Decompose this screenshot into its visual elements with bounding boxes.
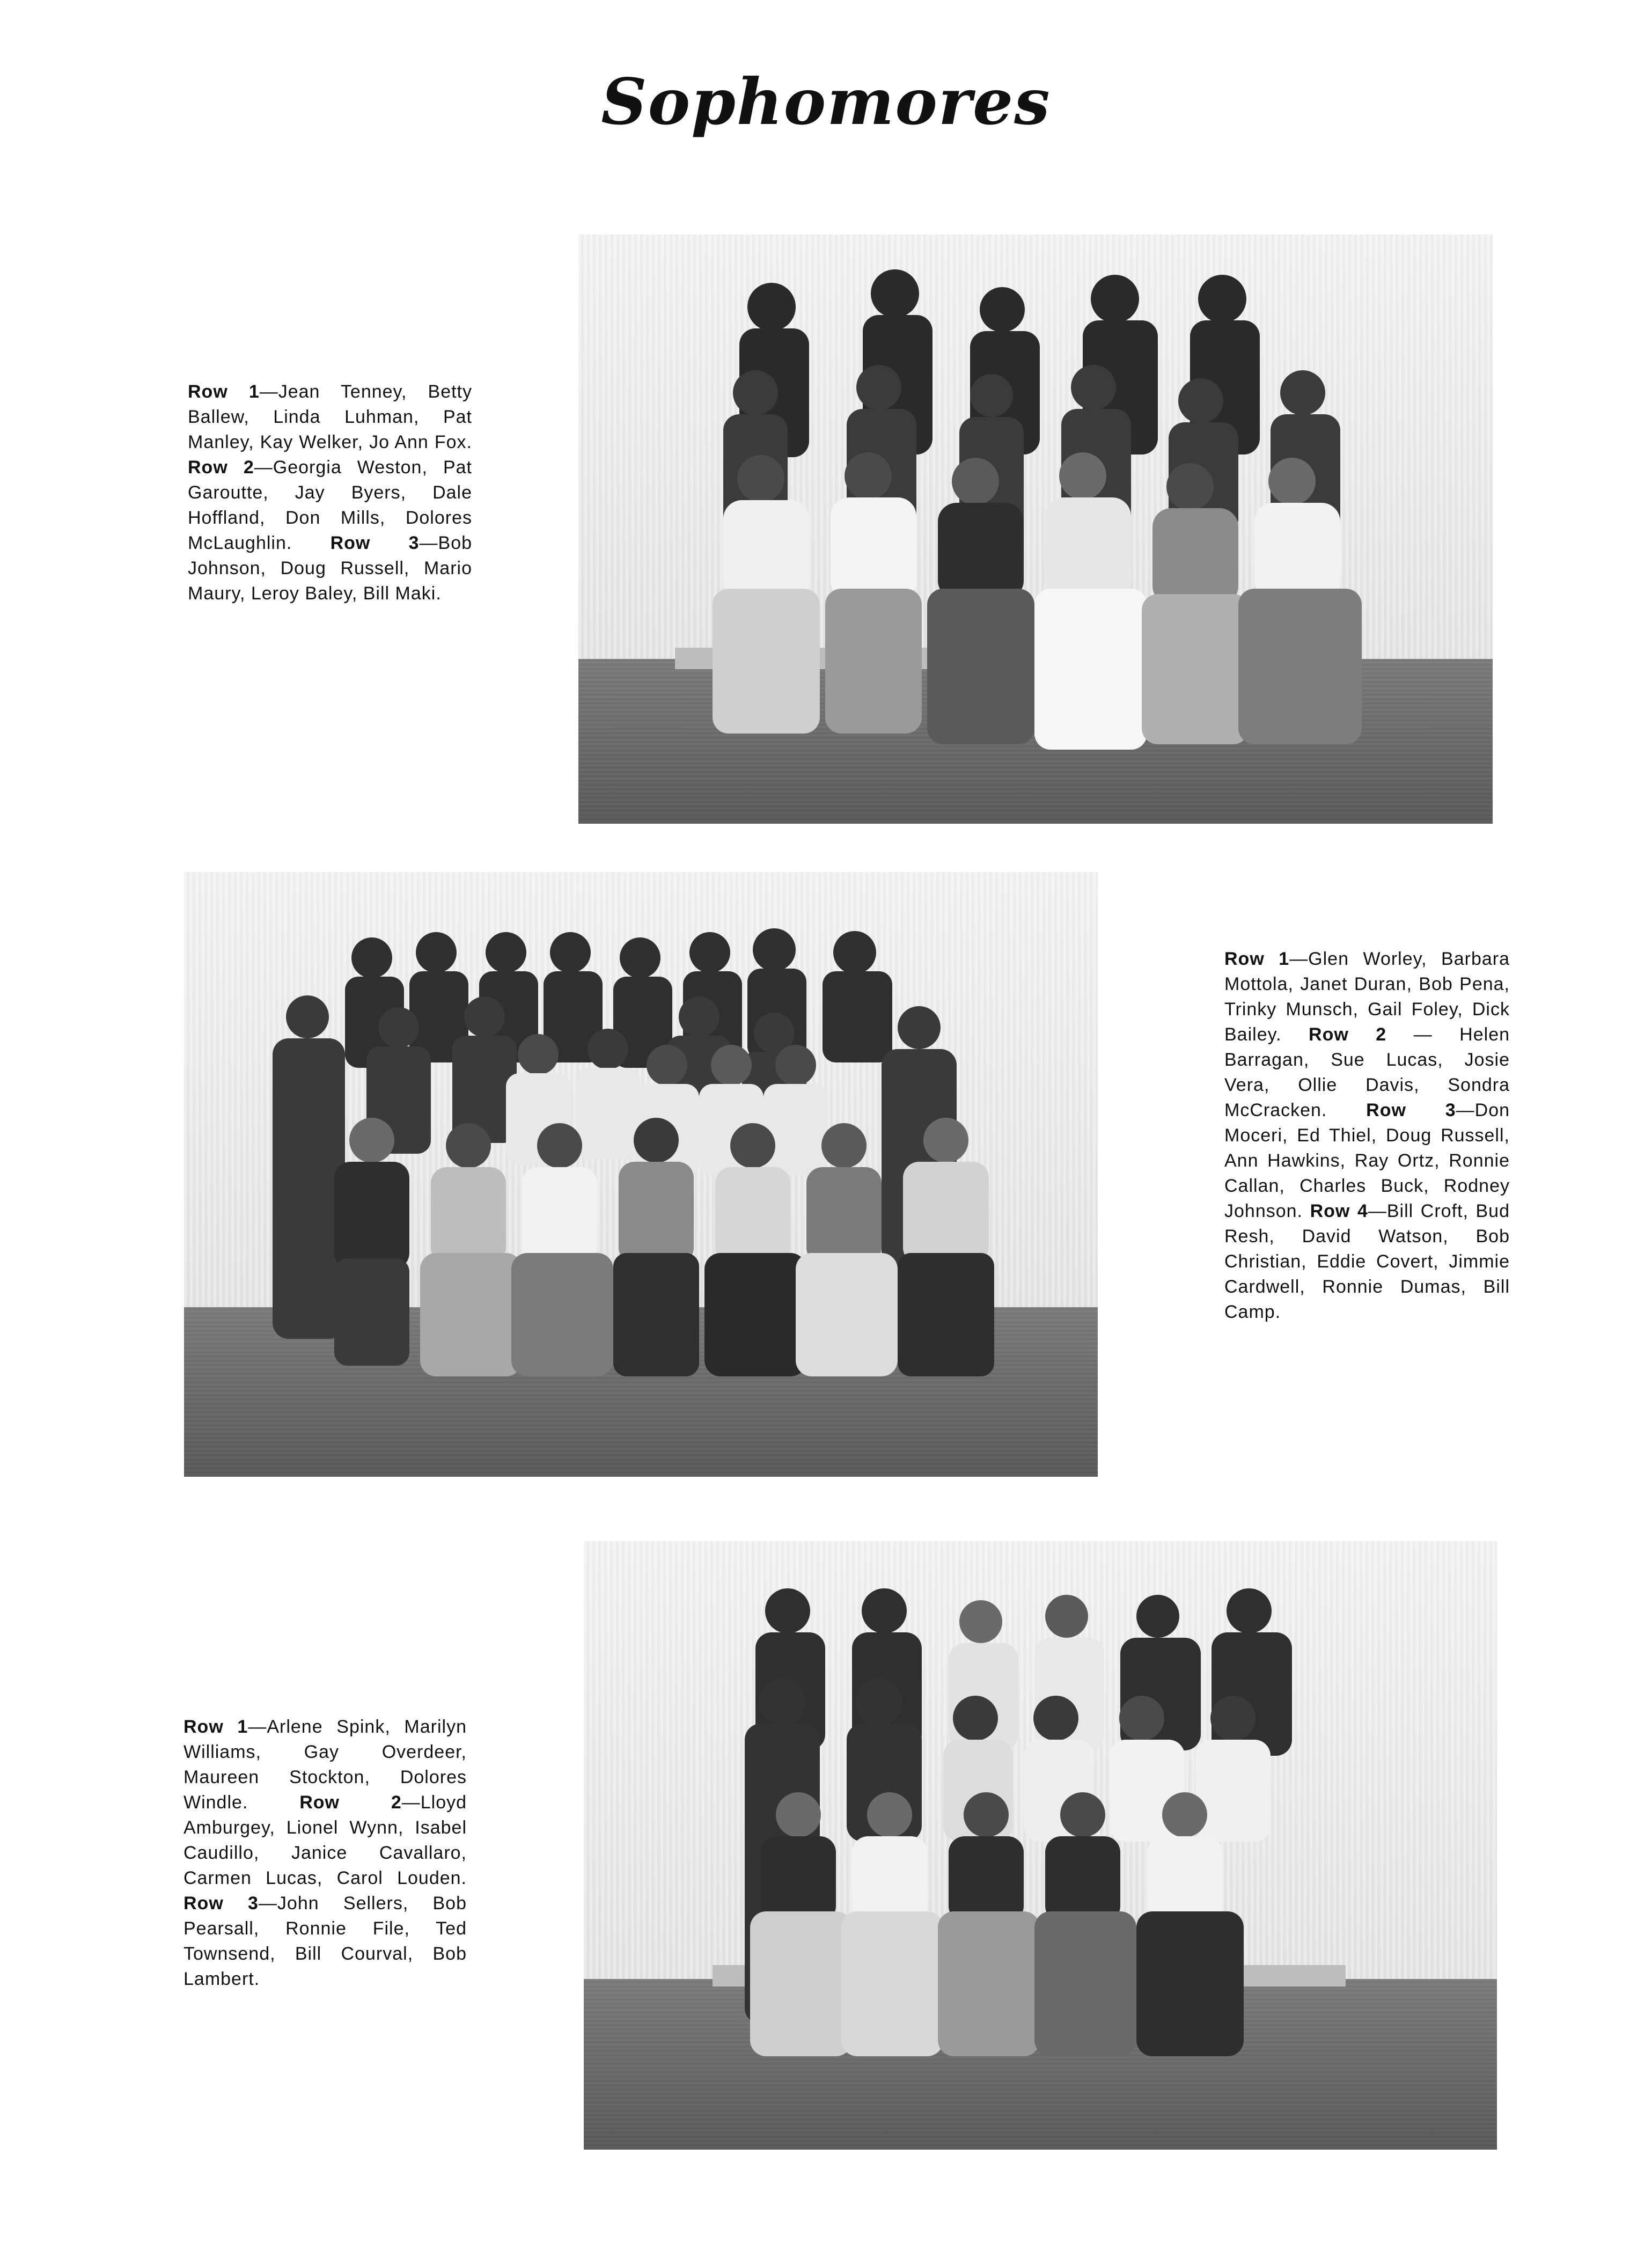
row-names: —Bob Johnson, Doug Russell, Mario Maury, Leroy Baley, Bill Maki. [188,533,473,604]
group-photo-icon [184,872,1098,1477]
row-label: Row 4 [1310,1201,1368,1221]
row-names: —Glen Worley, Barbara Mottola, Janet Duran, Bob Pena, Trinky Munsch, Gail Foley, Dick Bailey. [1224,949,1510,1045]
group-caption-2 [1224,947,1510,1325]
row-label: Row 2 [299,1792,402,1813]
row-names: —Jean Tenney, Betty Ballew, Linda Luhman, Pat Manley, Kay Welker, Jo Ann Fox. [188,382,472,452]
row-label: Row 1 [188,382,260,402]
group-photo-1 [578,234,1493,824]
row-names: —Don Moceri, Ed Thiel, Doug Russell, Ann Hawkins, Ray Ortz, Ronnie Callan, Charles Buck, Rodney Johnson. [1224,1100,1510,1221]
row-names: — Helen Barragan, Sue Lucas, Josie Vera, Ollie Davis, Sondra McCracken. [1224,1024,1510,1120]
group-photo-3 [584,1541,1497,2150]
group-photo-icon [578,234,1493,824]
row-label: Row 3 [183,1893,259,1914]
row-names: —Bill Croft, Bud Resh, David Watson, Bob Christian, Eddie Covert, Jimmie Cardwell, Ronnie Dumas, Bill Camp. [1224,1201,1510,1322]
row-names: —John Sellers, Bob Pearsall, Ronnie File, Ted Townsend, Bill Courval, Bob Lambert. [183,1893,467,1989]
row-label: Row 3 [330,533,420,553]
group-photo-icon [584,1541,1497,2150]
row-label: Row 2 [188,457,254,478]
group-caption-3 [183,1714,467,1992]
row-label: Row 2 [1309,1024,1387,1045]
row-label: Row 1 [1224,949,1290,969]
row-names: —Georgia Weston, Pat Garoutte, Jay Byers, Dale Hoffland, Don Mills, Dolores McLaughlin. [188,457,473,553]
row-names: —Arlene Spink, Marilyn Williams, Gay Overdeer, Maureen Stockton, Dolores Windle. [183,1717,467,1813]
group-photo-2 [184,872,1098,1477]
row-names: —Lloyd Amburgey, Lionel Wynn, Isabel Caudillo, Janice Cavallaro, Carmen Lucas, Carol Louden. [183,1792,467,1888]
row-label: Row 1 [183,1717,248,1737]
group-caption-1 [188,379,472,606]
page-title: Sophomores [601,64,1051,139]
row-label: Row 3 [1366,1100,1456,1120]
